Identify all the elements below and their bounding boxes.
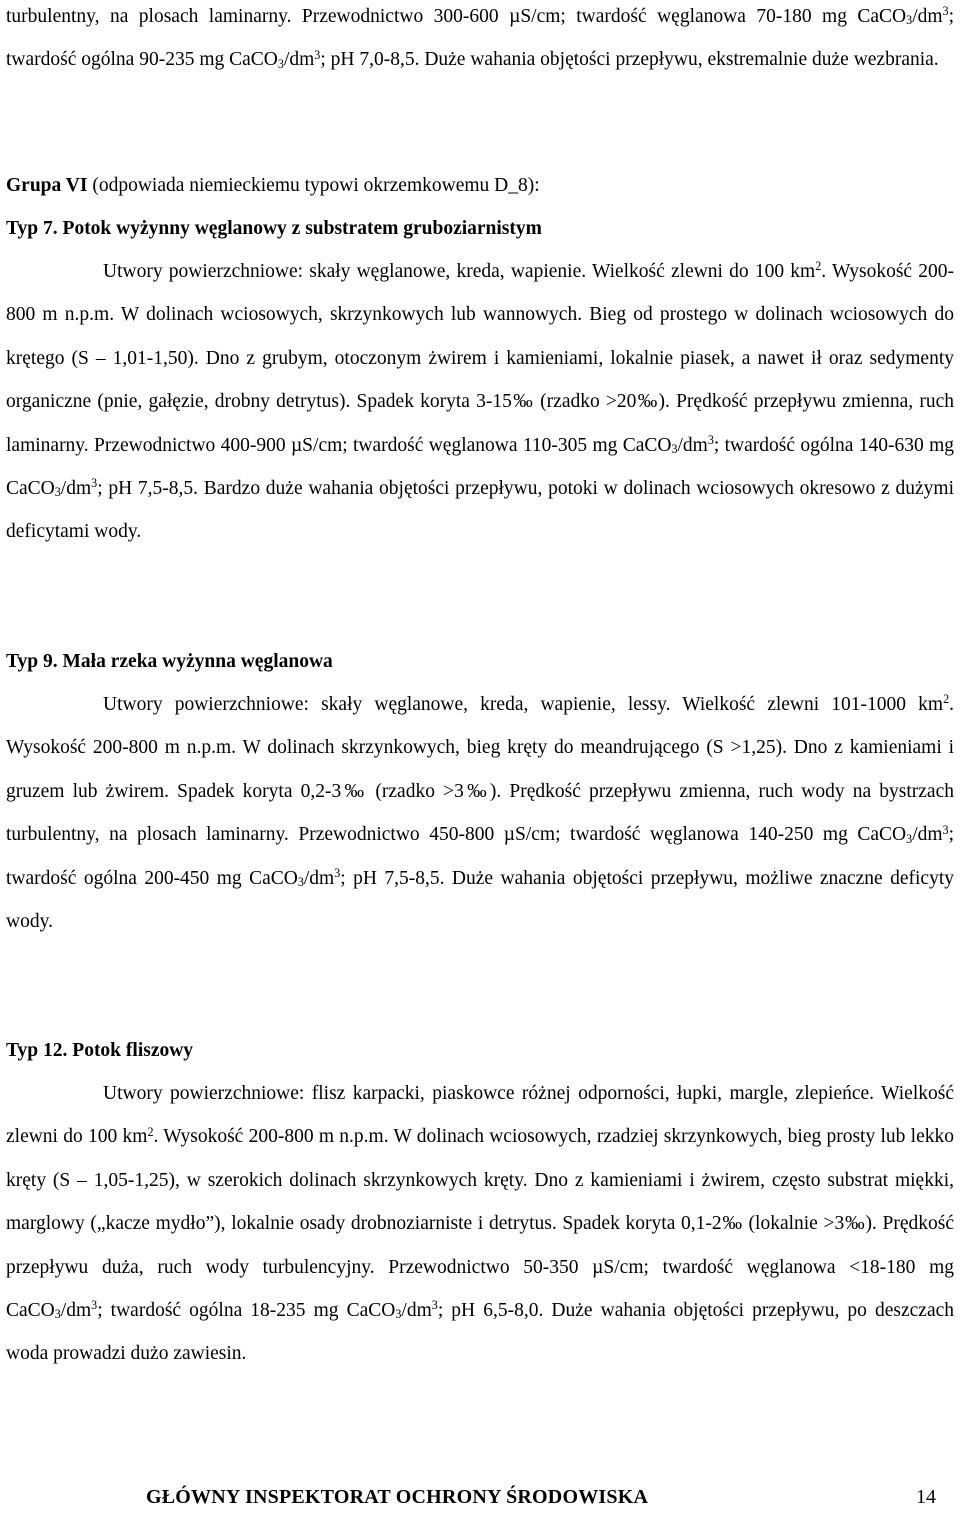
typ9-paragraph (6, 683, 954, 943)
superscript: 3 (91, 476, 98, 491)
superscript: 3 (431, 1298, 438, 1313)
text-run: ; twardość ogólna 140-630 mg CaCO (6, 434, 954, 500)
text-run: turbulentny, na plosach laminarny. Przewodnictwo 300-600 µS/cm; twardość węglanowa 70-180 mg CaCO (6, 6, 907, 27)
subscript: 3 (906, 831, 913, 846)
text-run: /dm (912, 824, 943, 846)
subscript: 3 (395, 1307, 402, 1322)
text-run: ; twardość ogólna 200-450 mg CaCO (6, 824, 954, 889)
superscript: 3 (334, 865, 341, 880)
text-run: /dm (60, 478, 92, 500)
text-run: . Wysokość 200-800 m n.p.m. W dolinach wciosowych, skrzynkowych lub wannowych. Bieg od prostego w dolinach wciosowych do krętego (S – 1,01-1,50). Dno z grubym, otoczonym żwirem i kamieniami, lokalnie piasek, a nawet ił oraz sedymenty organiczne (pnie, gałęzie, drobny detrytus). Spadek koryta 3-15‰ (rzadko >20‰). Prędkość przepływu zmienna, ruch laminarny. Przewodnictwo 400-900 µS/cm; twardość węglanowa 110-305 mg CaCO (6, 261, 955, 456)
superscript: 3 (314, 47, 321, 62)
superscript: 2 (815, 259, 822, 274)
group-heading-text: (odpowiada niemieckiemu typowi okrzemkowemu D_8): (87, 175, 540, 196)
superscript: 2 (147, 1124, 154, 1139)
typ7-title: Typ 7. Potok wyżynny węglanowy z substratem gruboziarnistym (6, 218, 542, 239)
text-run: ; pH 6,5-8,0. Duże wahania objętości przepływu, po deszczach woda prowadzi dużo zawiesin. (6, 1300, 955, 1365)
subscript: 3 (297, 875, 304, 890)
text-run: Utwory powierzchniowe: flisz karpacki, piaskowce różnej odporności, łupki, margle, zlepieńce. Wielkość zlewni do 100 km (6, 1083, 954, 1148)
subscript: 3 (54, 485, 61, 500)
page-footer (146, 1478, 946, 1518)
text-run: /dm (912, 6, 943, 27)
footer-organization: GŁÓWNY INSPEKTORAT OCHRONY ŚRODOWISKA (146, 1486, 649, 1508)
group-heading (6, 164, 954, 207)
text-run: Utwory powierzchniowe: skały węglanowe, kreda, wapienie. Wielkość zlewni do 100 km (103, 261, 816, 282)
text-run: ; pH 7,0-8,5. Duże wahania objętości przepływu, ekstremalnie duże wezbrania. (320, 49, 939, 71)
text-run: /dm (283, 49, 315, 71)
typ9-heading (6, 640, 954, 683)
typ7-paragraph (6, 250, 954, 554)
typ12-paragraph (6, 1072, 954, 1376)
group-heading-bold: Grupa VI (6, 175, 88, 196)
typ12-heading (6, 1029, 954, 1072)
text-run: /dm (677, 434, 708, 456)
typ7-heading (6, 207, 954, 250)
subscript: 3 (671, 442, 678, 457)
superscript: 3 (942, 4, 949, 19)
text-run: ; pH 7,5-8,5. Bardzo duże wahania objętości przepływu, potoki w dolinach wciosowych okresowo z dużymi deficytami wody. (6, 478, 954, 543)
text-run: . Wysokość 200-800 m n.p.m. W dolinach skrzynkowych, bieg kręty do meandrującego (S >1,25). Dno z kamieniami i gruzem lub żwirem. Spadek koryta 0,2-3‰ (rzadko >3‰). Prędkość przepływu zmienna, ruch wody na bystrzach turbulentny, na plosach laminarny. Przewodnictwo 450-800 µS/cm; twardość węglanowa 140-250 mg CaCO (6, 694, 954, 846)
intro-paragraph (6, 0, 954, 82)
text-run: /dm (303, 867, 335, 889)
superscript: 2 (943, 692, 950, 707)
text-run: ; twardość ogólna 18-235 mg CaCO (97, 1300, 396, 1322)
text-run: ; twardość ogólna 90-235 mg CaCO (6, 6, 954, 71)
text-run: /dm (401, 1300, 432, 1322)
subscript: 3 (906, 13, 913, 28)
typ12-title: Typ 12. Potok fliszowy (6, 1040, 194, 1061)
text-run: ; pH 7,5-8,5. Duże wahania objętości przepływu, możliwe znaczne deficyty wody. (6, 867, 954, 933)
text-run: Utwory powierzchniowe: skały węglanowe, kreda, wapienie, lessy. Wielkość zlewni 101-1000 km (103, 694, 944, 715)
page-number: 14 (916, 1486, 936, 1508)
superscript: 3 (91, 1298, 98, 1313)
superscript: 3 (707, 432, 714, 447)
subscript: 3 (54, 1307, 61, 1322)
text-run: /dm (60, 1300, 92, 1322)
typ9-title: Typ 9. Mała rzeka wyżynna węglanowa (6, 651, 333, 672)
text-run: . Wysokość 200-800 m n.p.m. W dolinach wciosowych, rzadziej skrzynkowych, bieg prosty lub lekko kręty (S – 1,05-1,25), w szerokich dolinach skrzynkowych kręty. Dno z kamieniami i żwirem, często substrat miękki, marglowy („kacze mydło”), lokalnie osady drobnoziarniste i detrytus. Spadek koryta 0,1-2‰ (lokalnie >3‰). Prędkość przepływu duża, ruch wody turbulencyjny. Przewodnictwo 50-350 µS/cm; twardość węglanowa <18-180 mg CaCO (6, 1126, 954, 1322)
subscript: 3 (277, 56, 284, 71)
superscript: 3 (942, 822, 949, 837)
